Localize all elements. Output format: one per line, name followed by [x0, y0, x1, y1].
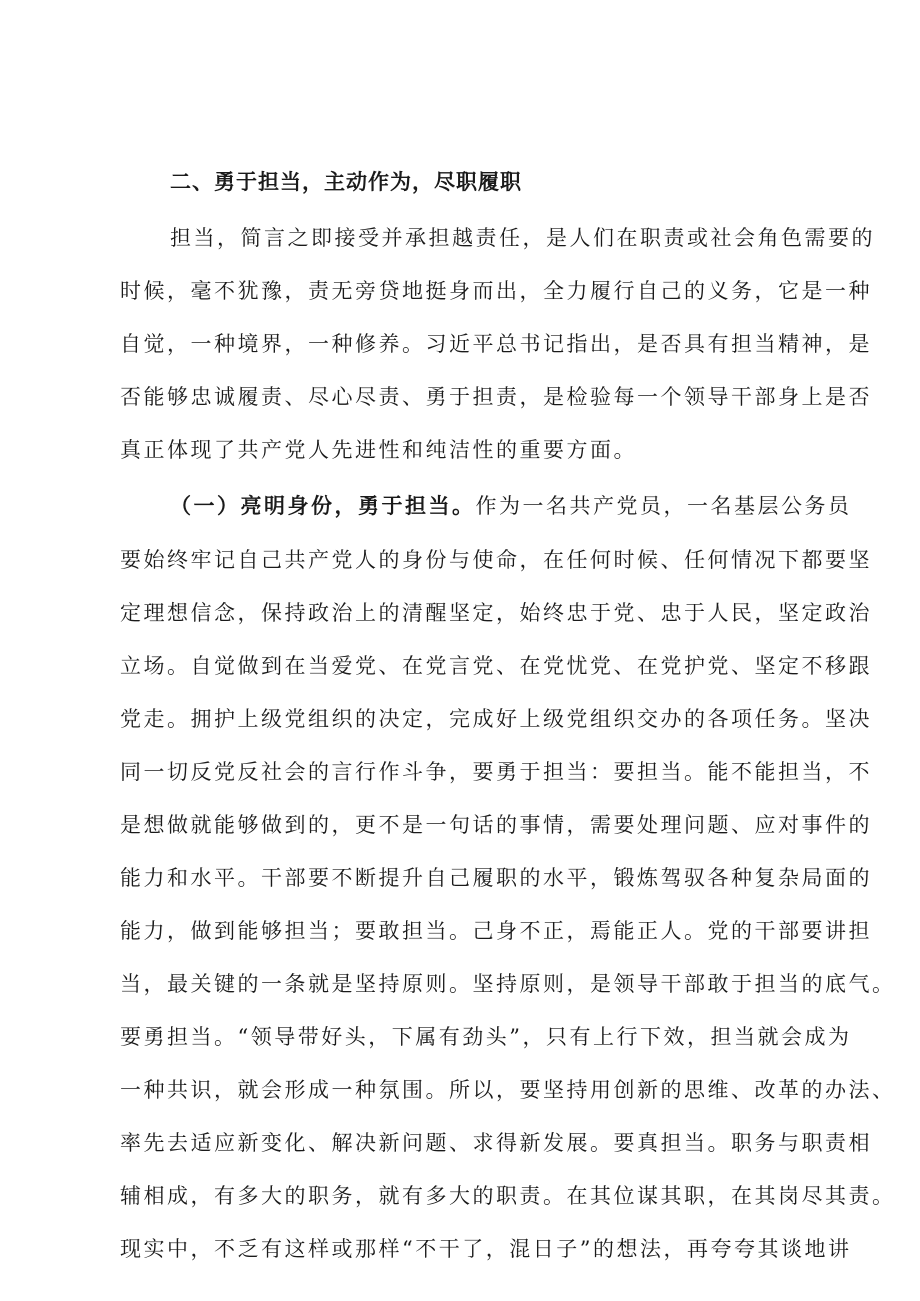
paragraph-line: 立场。自觉做到在当爱党、在党言党、在党忧党、在党护党、坚定不移跟	[120, 654, 872, 678]
paragraph-line: 否能够忠诚履责、尽心尽责、勇于担责，是检验每一个领导干部身上是否	[120, 385, 872, 409]
paragraph-line: 率先去适应新变化、解决新问题、求得新发展。要真担当。职务与职责相	[120, 1131, 872, 1155]
paragraph-line: 一种共识，就会形成一种氛围。所以，要坚持用创新的思维、改革的办法、	[120, 1078, 896, 1102]
paragraph-line: 能力，做到能够担当；要敢担当。己身不正，焉能正人。党的干部要讲担	[120, 919, 872, 943]
paragraph-line: 自觉，一种境界，一种修养。习近平总书记指出，是否具有担当精神，是	[120, 332, 872, 356]
paragraph-line: 真正体现了共产党人先进性和纯洁性的重要方面。	[120, 438, 637, 462]
paragraph-line: 要勇担当。“领导带好头，下属有劲头”，只有上行下效，担当就会成为	[120, 1025, 852, 1049]
paragraph-first-line	[170, 490, 852, 520]
paragraph-line: 现实中，不乏有这样或那样“不干了，混日子”的想法，再夸夸其谈地讲	[120, 1237, 852, 1261]
section-heading: 二、勇于担当，主动作为，尽职履职	[170, 169, 522, 194]
paragraph-line: 同一切反党反社会的言行作斗争，要勇于担当：要担当。能不能担当，不	[120, 760, 872, 784]
paragraph-line: 党走。拥护上级党组织的决定，完成好上级党组织交办的各项任务。坚决	[120, 707, 872, 731]
paragraph-line: 是想做就能够做到的，更不是一句话的事情，需要处理问题、应对事件的	[120, 813, 872, 837]
paragraph-line: 要始终牢记自己共产党人的身份与使命，在任何时候、任何情况下都要坚	[120, 548, 872, 572]
paragraph-line: 担当，简言之即接受并承担越责任，是人们在职责或社会角色需要的	[170, 226, 875, 250]
paragraph-line: 当，最关键的一条就是坚持原则。坚持原则，是领导干部敢于担当的底气。	[120, 972, 896, 996]
paragraph-text: 作为一名共产党员，一名基层公务员	[475, 494, 852, 518]
paragraph-line: 辅相成，有多大的职务，就有多大的职责。在其位谋其职，在其岗尽其责。	[120, 1184, 896, 1208]
subsection-title: （一）亮明身份，勇于担当。	[170, 493, 476, 518]
paragraph-line: 时候，毫不犹豫，责无旁贷地挺身而出，全力履行自己的义务，它是一种	[120, 279, 872, 303]
paragraph-line: 定理想信念，保持政治上的清醒坚定，始终忠于党、忠于人民，坚定政治	[120, 601, 872, 625]
paragraph-line: 能力和水平。干部要不断提升自己履职的水平，锻炼驾驭各种复杂局面的	[120, 866, 872, 890]
